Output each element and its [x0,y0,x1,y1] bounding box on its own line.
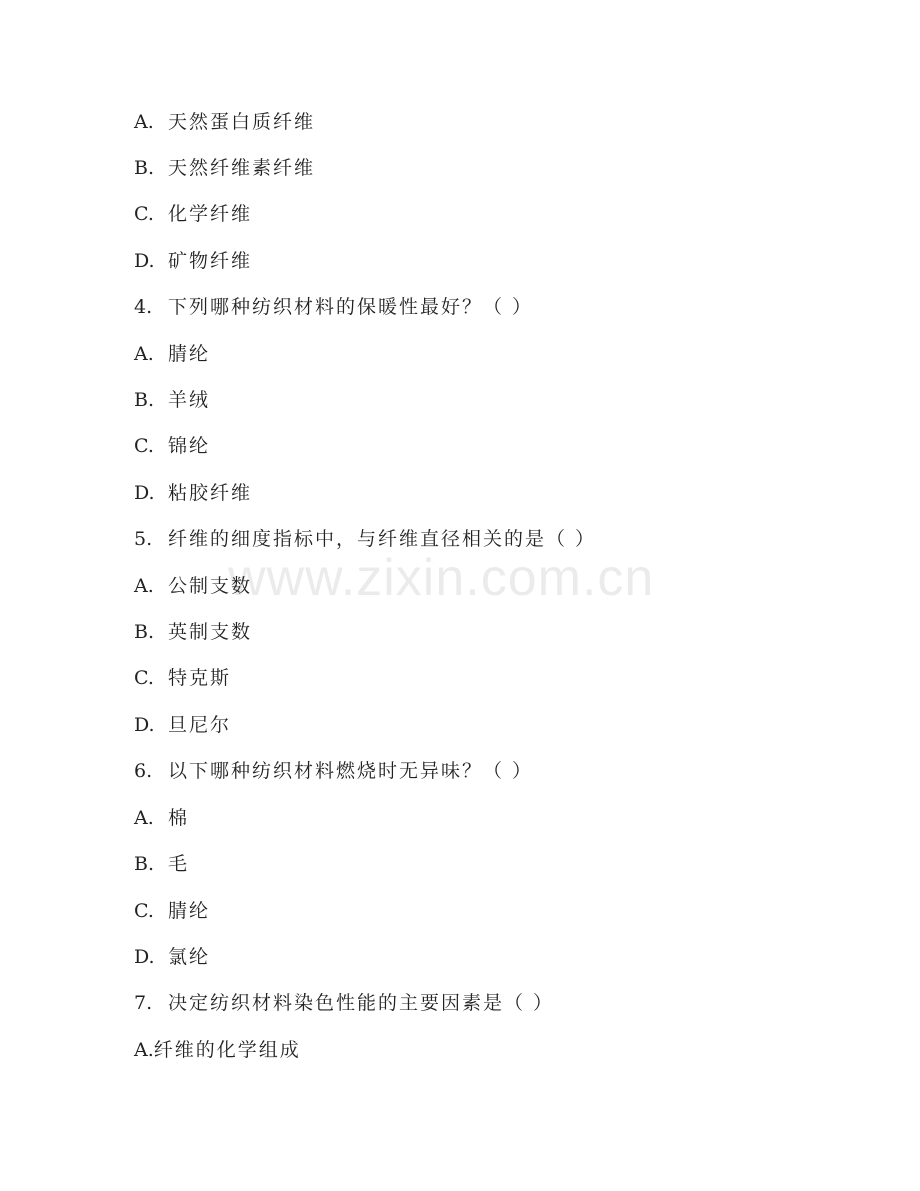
question-number: 4. [134,296,153,318]
option-label: C. [134,900,154,922]
option-text: 公制支数 [168,575,253,597]
question-text: 以下哪种纺织材料燃烧时无异味？（ ） [168,760,534,782]
option-line [134,110,315,134]
option-line [134,481,252,505]
option-line [134,388,210,412]
option-line [134,945,210,969]
option-label: D. [134,946,155,968]
option-line [134,666,231,690]
option-label: A. [134,807,154,829]
option-label: A. [134,575,154,597]
option-label: C. [134,435,154,457]
option-text: 天然蛋白质纤维 [168,111,316,133]
option-line [134,806,189,830]
question-line [134,759,533,783]
option-line [134,434,210,458]
option-label: A. [134,1039,154,1061]
option-text: 特克斯 [168,667,232,689]
option-text: 矿物纤维 [168,250,253,272]
question-text: 纤维的细度指标中，与纤维直径相关的是（ ） [168,528,597,550]
option-label: D. [134,250,155,272]
option-line [134,249,252,273]
option-line [134,852,189,876]
option-text: 腈纶 [168,343,211,365]
question-line [134,295,533,319]
option-label: A. [134,343,154,365]
option-label: C. [134,667,154,689]
option-label: D. [134,714,155,736]
option-line [134,202,252,226]
question-text: 决定纺织材料染色性能的主要因素是（ ） [168,992,555,1014]
option-line [134,713,231,737]
option-text: 纤维的化学组成 [153,1039,301,1061]
option-text: 英制支数 [168,621,253,643]
option-text: 旦尼尔 [168,714,232,736]
option-label: C. [134,203,154,225]
question-line [134,991,554,1015]
option-text: 粘胶纤维 [168,482,253,504]
option-text: 毛 [168,853,190,875]
watermark: www.zixin.com.cn [228,549,655,607]
option-text: 天然纤维素纤维 [168,157,316,179]
option-text: 腈纶 [168,900,211,922]
option-label: B. [134,389,155,411]
option-label: A. [134,111,154,133]
question-text: 下列哪种纺织材料的保暖性最好？（ ） [168,296,534,318]
option-line [134,1038,301,1062]
question-number: 6. [134,760,153,782]
option-text: 羊绒 [168,389,211,411]
option-line [134,156,315,180]
question-number: 7. [134,992,153,1014]
option-text: 锦纶 [168,435,211,457]
option-line [134,342,210,366]
option-line [134,899,210,923]
option-text: 氯纶 [168,946,211,968]
option-label: D. [134,482,155,504]
option-text: 化学纤维 [168,203,253,225]
option-label: B. [134,157,155,179]
question-number: 5. [134,528,153,550]
option-label: B. [134,621,155,643]
option-line [134,620,252,644]
option-label: B. [134,853,155,875]
option-text: 棉 [168,807,190,829]
